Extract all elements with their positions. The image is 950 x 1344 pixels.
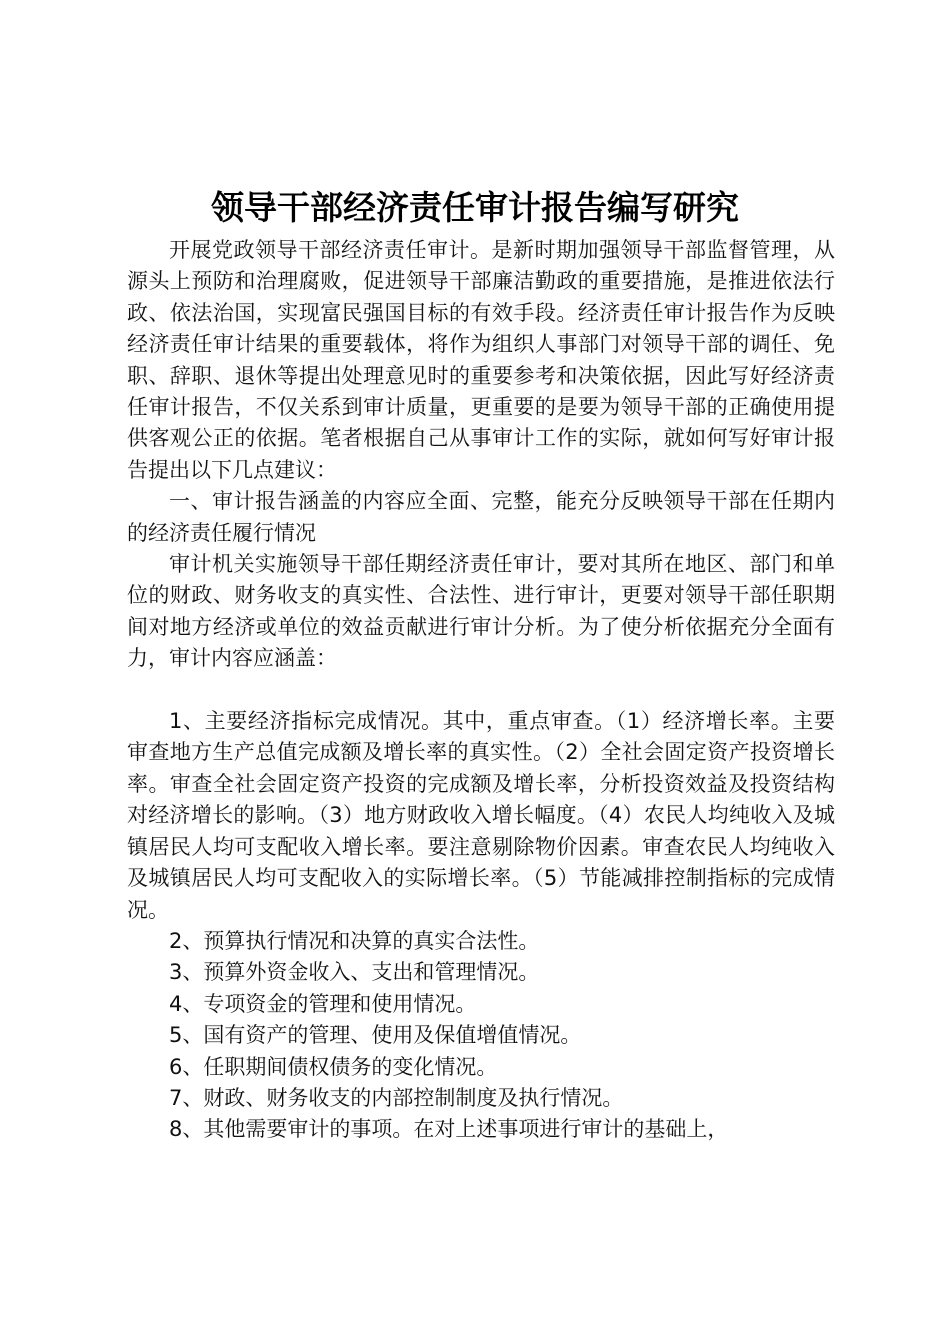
section-heading-1: 一、审计报告涵盖的内容应全面、完整，能充分反映领导干部在任期内的经济责任履行情况 [127,489,835,545]
list-item-6: 6、任职期间债权债务的变化情况。 [169,1054,498,1079]
document-body [127,235,835,1146]
list-item-4: 4、专项资金的管理和使用情况。 [169,991,477,1016]
list-item-7: 7、财政、财务收支的内部控制制度及执行情况。 [169,1085,624,1110]
list-item-1: 1、主要经济指标完成情况。其中，重点审查。（1）经济增长率。主要审查地方生产总值完成额及增长率的真实性。（2）全社会固定资产投资增长率。审查全社会固定资产投资的完成额及增长率，分析投资效益及投资结构对经济增长的影响。（3）地方财政收入增长幅度。（4）农民人均纯收入及城镇居民人均可支配收入增长率。要注意剔除物价因素。审查农民人均纯收入及城镇居民人均可支配收入的实际增长率。（5）节能减排控制指标的完成情况。 [127,709,835,922]
list-item-2: 2、预算执行情况和决算的真实合法性。 [169,928,540,953]
list-item-3: 3、预算外资金收入、支出和管理情况。 [169,960,540,985]
document-title: 领导干部经济责任审计报告编写研究 [211,188,739,227]
list-item-5: 5、国有资产的管理、使用及保值增值情况。 [169,1023,582,1048]
paragraph-audit-scope: 审计机关实施领导干部任期经济责任审计，要对其所在地区、部门和单位的财政、财务收支的真实性、合法性、进行审计，更要对领导干部任职期间对地方经济或单位的效益贡献进行审计分析。为了使分析依据充分全面有力，审计内容应涵盖： [127,552,835,671]
list-item-8: 8、其他需要审计的事项。在对上述事项进行审计的基础上， [169,1117,729,1142]
paragraph-intro: 开展党政领导干部经济责任审计。是新时期加强领导干部监督管理，从源头上预防和治理腐败，促进领导干部廉洁勤政的重要措施，是推进依法行政、依法治国，实现富民强国目标的有效手段。经济责任审计报告作为反映经济责任审计结果的重要载体，将作为组织人事部门对领导干部的调任、免职、辞职、退休等提出处理意见时的重要参考和决策依据，因此写好经济责任审计报告，不仅关系到审计质量，更重要的是要为领导干部的正确使用提供客观公正的依据。笔者根据自己从事审计工作的实际，就如何写好审计报告提出以下几点建议： [127,238,835,482]
blank-line [127,675,835,706]
